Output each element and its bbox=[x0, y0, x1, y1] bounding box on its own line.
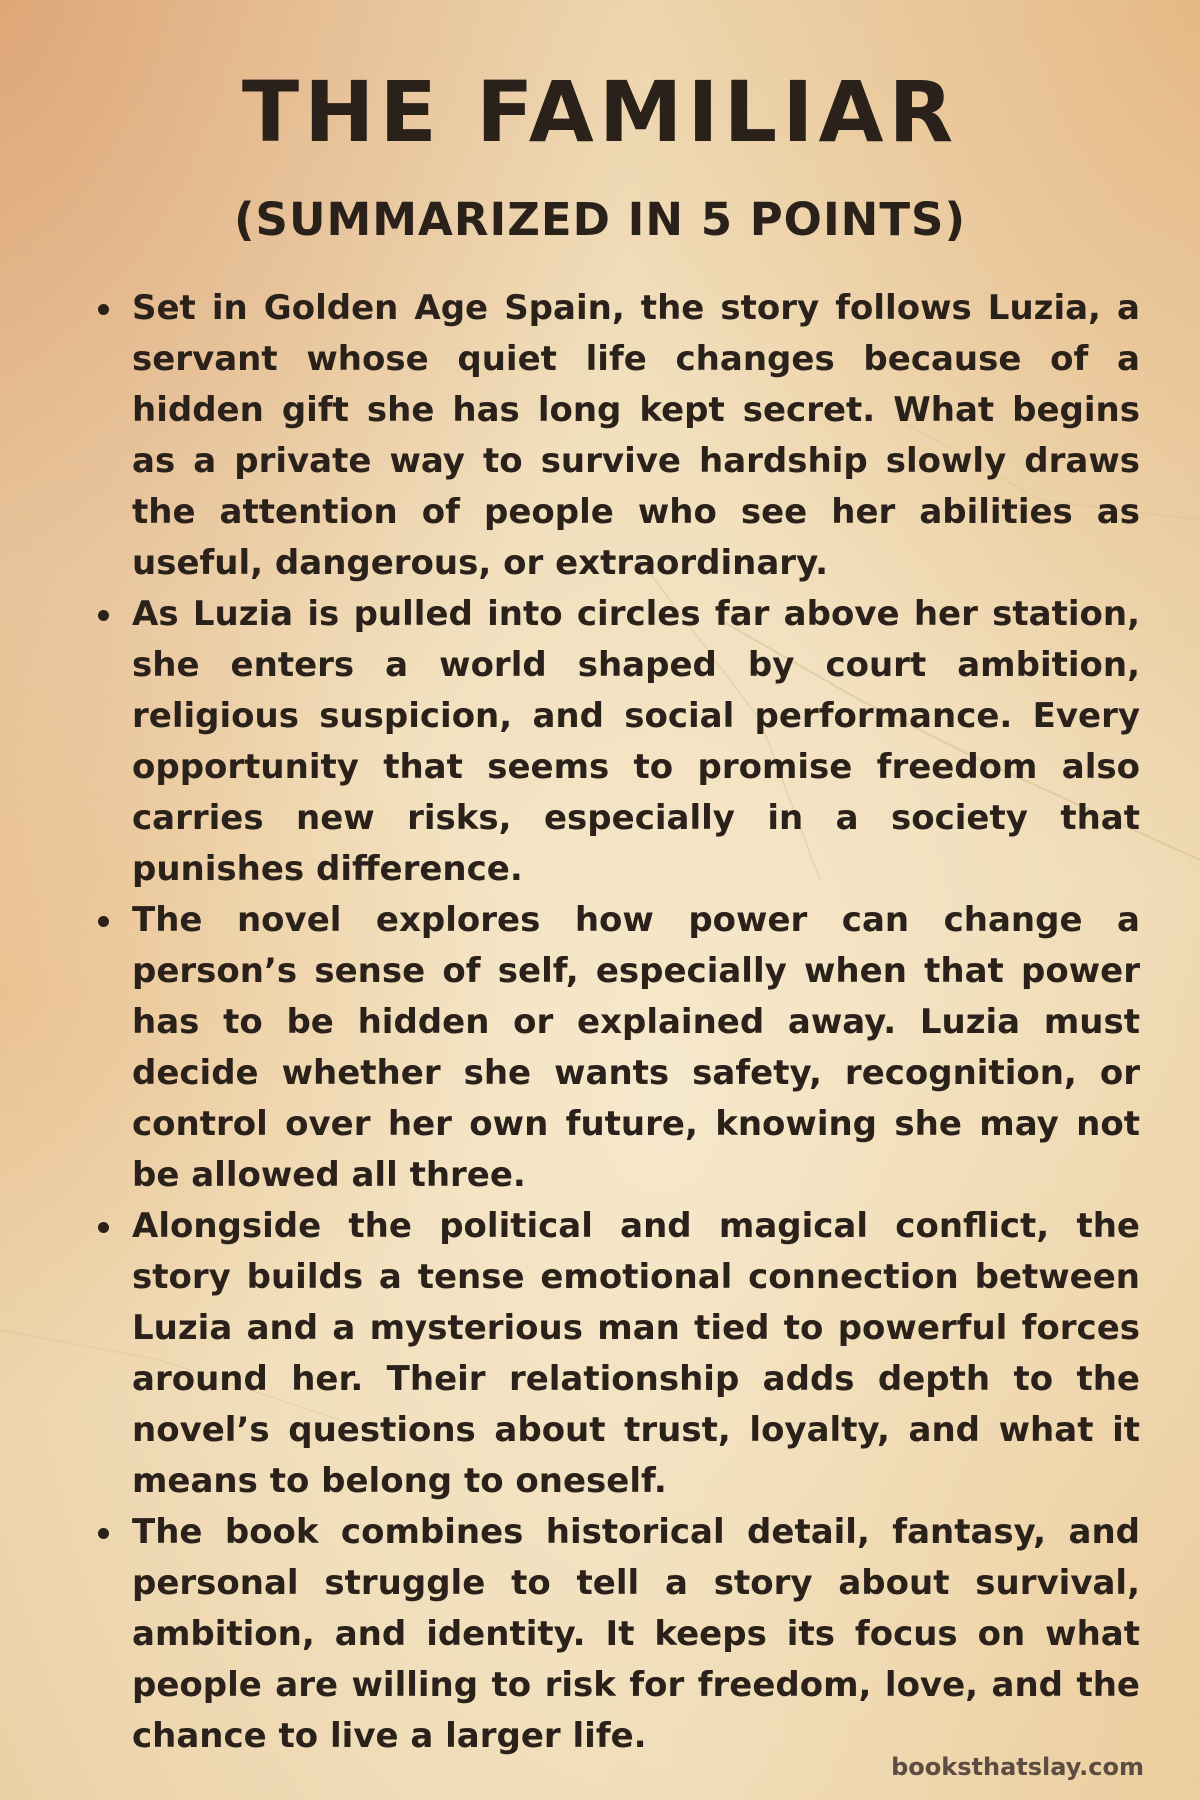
summary-point-text: Alongside the political and magical conflict, the story builds a tense emotional connection between Luzia and a mysterious man tied to powerful forces around her. Their relationship adds depth to the novel’s questions about trust, loyalty, and what it means to belong to oneself. bbox=[132, 1206, 1140, 1501]
bullet-dot-icon bbox=[98, 1222, 109, 1233]
bullet-dot-icon bbox=[98, 610, 109, 621]
summary-point-text: As Luzia is pulled into circles far above her station, she enters a world shaped by court ambition, religious suspicion, and social performance. Every opportunity that seems to promise freedom also carries new risks, especially in a society that punishes difference. bbox=[132, 594, 1140, 889]
summary-point-text: The book combines historical detail, fantasy, and personal struggle to tell a story about survival, ambition, and identity. It keeps its focus on what people are willing to risk for freedom, love, and the chance to live a larger life. bbox=[132, 1512, 1140, 1756]
site-watermark: booksthatslay.com bbox=[891, 1753, 1144, 1781]
summary-point-3 bbox=[98, 895, 1140, 1201]
summary-point-1 bbox=[98, 283, 1140, 589]
bullet-dot-icon bbox=[98, 1528, 109, 1539]
summary-point-4 bbox=[98, 1201, 1140, 1507]
page-title: THE FAMILIAR bbox=[241, 63, 959, 161]
summary-points-list bbox=[98, 283, 1140, 1762]
summary-point-5 bbox=[98, 1507, 1140, 1762]
summary-point-text: Set in Golden Age Spain, the story follows Luzia, a servant whose quiet life changes because of a hidden gift she has long kept secret. What begins as a private way to survive hardship slowly draws the attention of people who see her abilities as useful, dangerous, or extraordinary. bbox=[132, 288, 1140, 583]
summary-point-2 bbox=[98, 589, 1140, 895]
bullet-dot-icon bbox=[98, 304, 109, 315]
summary-point-text: The novel explores how power can change a person’s sense of self, especially when that power has to be hidden or explained away. Luzia must decide whether she wants safety, recognition, or control over her own future, knowing she may not be allowed all three. bbox=[132, 900, 1140, 1195]
bullet-dot-icon bbox=[98, 916, 109, 927]
page-subtitle: (SUMMARIZED IN 5 POINTS) bbox=[233, 193, 967, 246]
